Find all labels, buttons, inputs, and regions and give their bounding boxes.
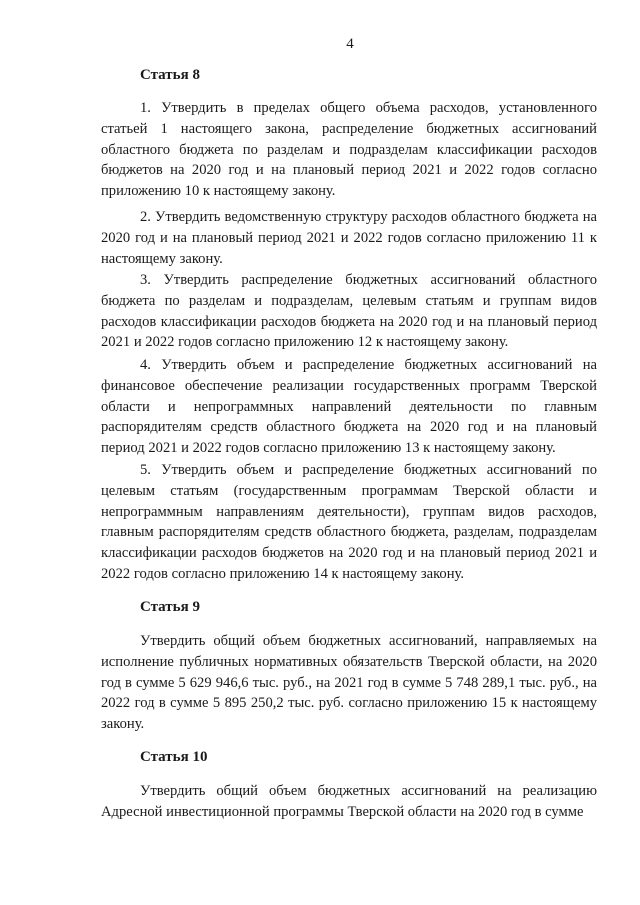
article-8-paragraph-5: 5. Утвердить объем и распределение бюджетных ассигнований по целевым статьям (государственным программам Тверской области и непрограммным направлениям деятельности), группам видов расходов, главным распорядителям средств областного бюджета, разделам, подразделам классификации расходов бюджетов на 2020 год и на плановый период 2021 и 2022 годов согласно приложению 14 к настоящему закону. [101, 462, 597, 582]
article-9-heading: Статья 9 [140, 599, 200, 615]
article-8-paragraph-2: 2. Утвердить ведомственную структуру расходов областного бюджета на 2020 год и на плановый период 2021 и 2022 годов согласно приложению 11 к настоящему закону. [101, 209, 597, 267]
article-8-heading: Статья 8 [140, 67, 200, 83]
article-10-heading: Статья 10 [140, 749, 208, 765]
article-8-paragraph-4: 4. Утвердить объем и распределение бюджетных ассигнований на финансовое обеспечение реализации государственных программ Тверской области и непрограммных направлений деятельности по главным распорядителям средств областного бюджета на 2020 год и на плановый период 2021 и 2022 годов согласно приложению 13 к настоящему закону. [101, 357, 597, 457]
article-9-paragraph-1: Утвердить общий объем бюджетных ассигнований, направляемых на исполнение публичных нормативных обязательств Тверской области, на 2020 год в сумме 5 629 946,6 тыс. руб., на 2021 год в сумме 5 748 289,1 тыс. руб., на 2022 год в сумме 5 895 250,2 тыс. руб. согласно приложению 15 к настоящему закону. [101, 633, 597, 733]
article-10-paragraph-1: Утвердить общий объем бюджетных ассигнований на реализацию Адресной инвестиционной программы Тверской области на 2020 год в сумме [101, 783, 597, 820]
article-8-paragraph-1: 1. Утвердить в пределах общего объема расходов, установленного статьей 1 настоящего закона, распределение бюджетных ассигнований областного бюджета по разделам и подразделам классификации расходов бюджетов на 2020 год и на плановый период 2021 и 2022 годов согласно приложению 10 к настоящему закону. [101, 100, 597, 200]
page-number: 4 [346, 36, 354, 52]
article-8-paragraph-3: 3. Утвердить распределение бюджетных ассигнований областного бюджета по разделам и подразделам, целевым статьям и группам видов расходов классификации расходов бюджета на 2020 год и на плановый период 2021 и 2022 годов согласно приложению 12 к настоящему закону. [101, 272, 597, 351]
